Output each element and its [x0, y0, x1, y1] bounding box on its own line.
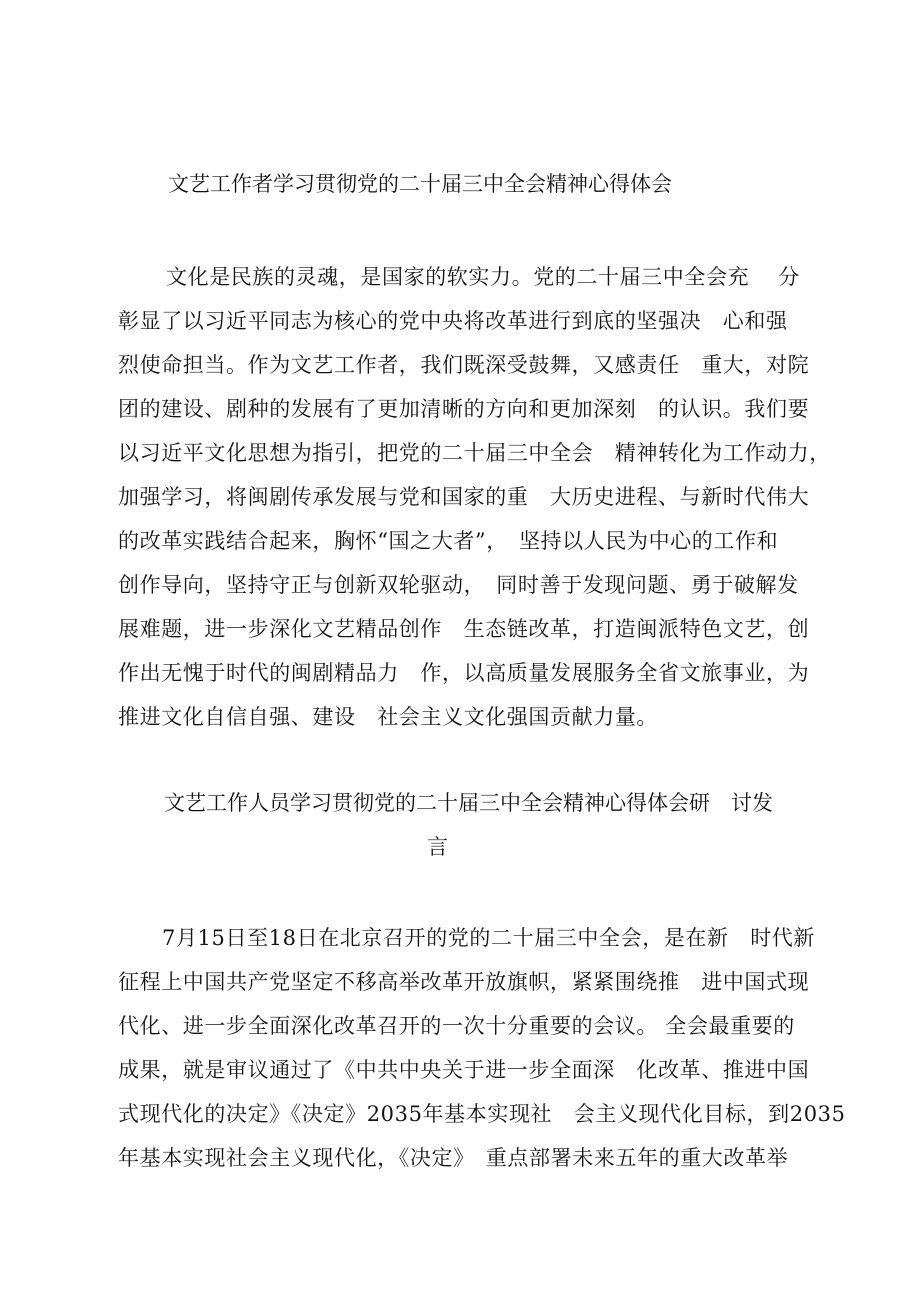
paragraph-line: 推进文化自信自强、建设 社会主义文化强国贡献力量。	[118, 705, 658, 729]
paragraph-line: 作出无愧于时代的闽剧精品力 作，以高质量发展服务全省文旅事业，为	[118, 661, 810, 685]
paragraph-line: 展难题，进一步深化文艺精品创作 生态链改革，打造闽派特色文艺，创	[118, 617, 810, 641]
paragraph-line: 代化、进一步全面深化改革召开的一次十分重要的会议。 全会最重要的	[118, 1014, 795, 1038]
document-title-2-continued: 言	[427, 835, 448, 859]
paragraph-line: 的改革实践结合起来，胸怀“国之大者”， 坚持以人民为中心的工作和	[118, 529, 779, 553]
paragraph-line: 创作导向，坚持守正与创新双轮驱动， 同时善于发现问题、勇于破解发	[118, 573, 799, 597]
paragraph-line: 彰显了以习近平同志为核心的党中央将改革进行到底的坚强决 心和强	[118, 309, 788, 333]
paragraph-line: 7月15日至18日在北京召开的党的二十届三中全会，是在新 时代新	[162, 926, 816, 950]
paragraph-line: 年基本实现社会主义现代化，《决定》 重点部署未来五年的重大改革举	[118, 1146, 789, 1170]
paragraph-line: 成果，就是审议通过了《中共中央关于进一步全面深 化改革、推进中国	[118, 1058, 810, 1082]
paragraph-line: 文化是民族的灵魂，是国家的软实力。党的二十届三中全会充 分	[166, 265, 800, 289]
document-title-2: 文艺工作人员学习贯彻党的二十届三中全会精神心得体会研 讨发	[164, 791, 773, 815]
paragraph-line: 烈使命担当。作为文艺工作者，我们既深受鼓舞，又感责任 重大，对院	[118, 353, 810, 377]
paragraph-line: 征程上中国共产党坚定不移高举改革开放旗帜，紧紧围绕推 进中国式现	[118, 970, 810, 994]
paragraph-line: 加强学习，将闽剧传承发展与党和国家的重 大历史进程、与新时代伟大	[118, 485, 810, 509]
document-title-1: 文艺工作者学习贯彻党的二十届三中全会精神心得体会	[168, 172, 672, 196]
paragraph-line: 团的建设、剧种的发展有了更加清晰的方向和更加深刻 的认识。我们要	[118, 397, 810, 421]
paragraph-line: 以习近平文化思想为指引，把党的二十届三中全会 精神转化为工作动力，	[118, 441, 831, 465]
paragraph-line: 式现代化的决定》《决定》2035年基本实现社 会主义现代化目标，到2035	[118, 1102, 846, 1126]
